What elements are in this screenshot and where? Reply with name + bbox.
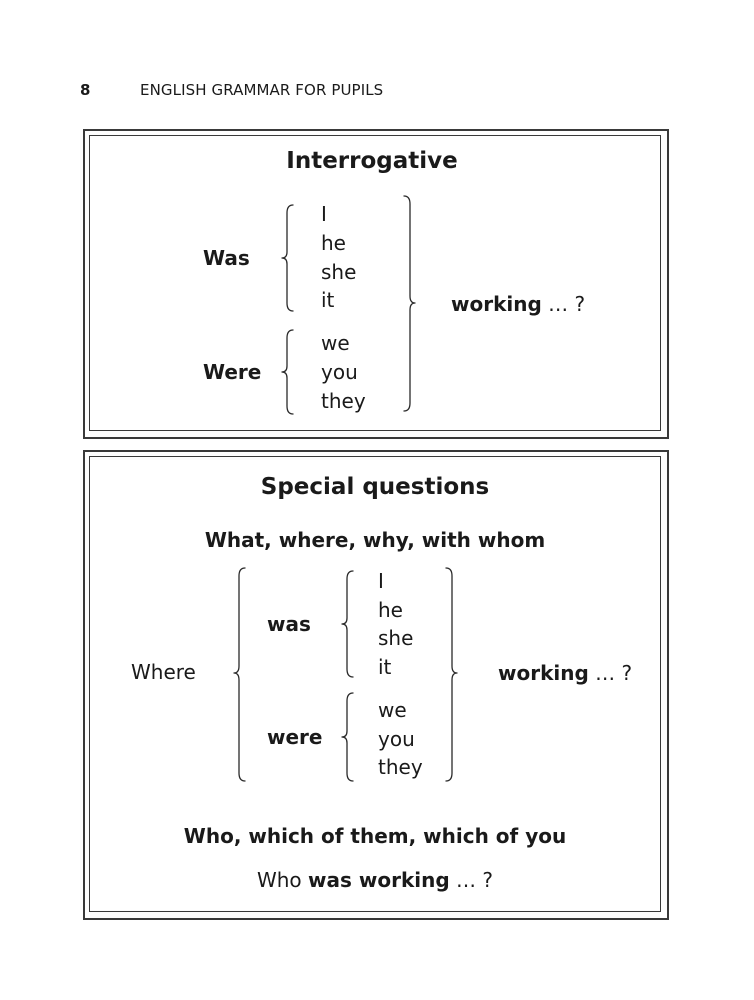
pronoun-it-2: it xyxy=(378,655,392,679)
who-question-heading: Who, which of them, which of you xyxy=(183,824,567,848)
working-word: working xyxy=(451,292,542,316)
was-label-lower: was xyxy=(267,612,311,636)
pronoun-he: he xyxy=(321,231,346,255)
question-words-line: What, where, why, with whom xyxy=(204,528,546,552)
pronoun-it: it xyxy=(321,288,335,312)
where-label: Where xyxy=(131,660,196,684)
pronoun-i-2: I xyxy=(378,569,384,593)
were-label: Were xyxy=(203,360,262,384)
pronoun-i: I xyxy=(321,202,327,226)
pronoun-they: they xyxy=(321,389,366,413)
left-brace-were xyxy=(282,330,293,414)
interrogative-title: Interrogative xyxy=(286,148,458,174)
pronoun-she: she xyxy=(321,260,357,284)
left-brace-was-lower xyxy=(342,571,353,677)
pronoun-they-2: they xyxy=(378,755,423,779)
ellipsis-question-2: … ? xyxy=(588,661,633,685)
pronoun-she-2: she xyxy=(378,626,414,650)
special-questions-title: Special questions xyxy=(260,474,490,500)
who-prefix: Who xyxy=(256,868,309,892)
were-label-lower: were xyxy=(267,725,323,749)
running-title: ENGLISH GRAMMAR FOR PUPILS xyxy=(140,81,384,99)
working-word-2: working xyxy=(498,661,589,685)
pronoun-we: we xyxy=(321,331,350,355)
right-brace-special xyxy=(446,568,457,781)
page-number: 8 xyxy=(80,81,91,99)
pronoun-you: you xyxy=(321,360,358,384)
left-brace-was xyxy=(282,205,293,311)
pronoun-you-2: you xyxy=(378,727,415,751)
big-left-brace-where xyxy=(234,568,245,781)
pronoun-he-2: he xyxy=(378,598,403,622)
who-tail: … ? xyxy=(449,868,494,892)
ellipsis-question: … ? xyxy=(541,292,586,316)
right-brace-interrogative xyxy=(404,196,415,411)
left-brace-were-lower xyxy=(342,693,353,781)
was-label: Was xyxy=(203,246,250,270)
pronoun-we-2: we xyxy=(378,698,407,722)
was-working-bold: was working xyxy=(308,868,450,892)
